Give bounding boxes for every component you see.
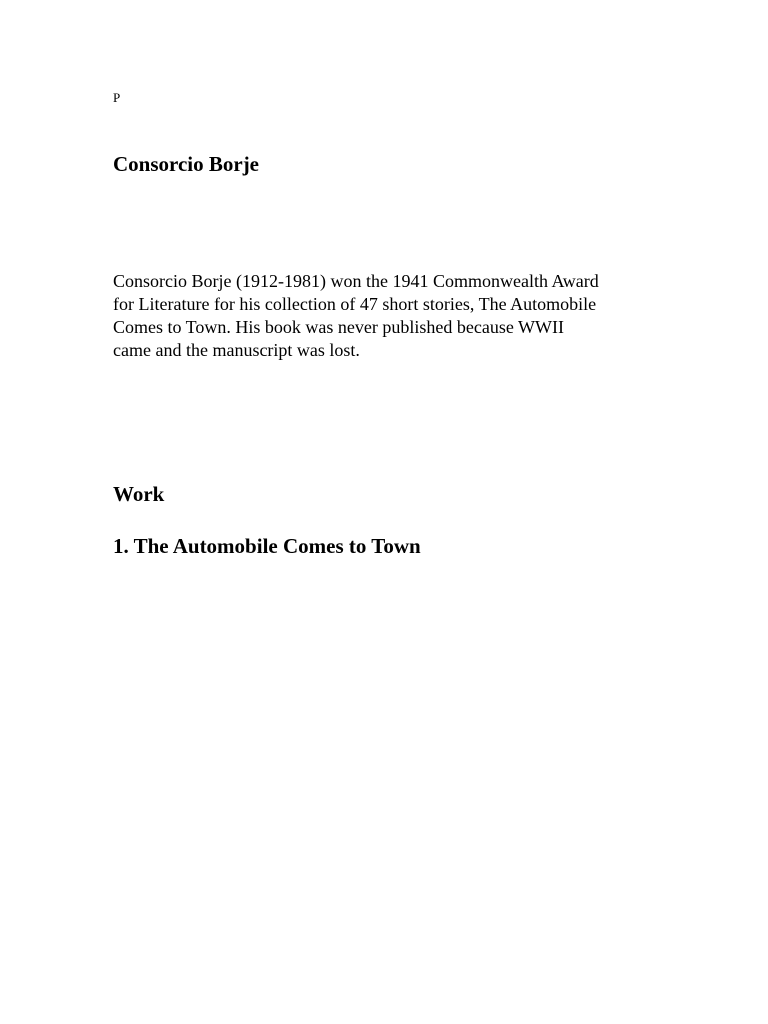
biography-line: Consorcio Borje (1912-1981) won the 1941 Commonwealth Award: [113, 271, 599, 291]
biography-paragraph: [113, 270, 673, 362]
page-title: Consorcio Borje: [113, 152, 260, 176]
biography-line: for Literature for his collection of 47 short stories, The Automobile: [113, 294, 597, 314]
work-list-item: 1. The Automobile Comes to Town: [113, 534, 421, 558]
biography-line: Comes to Town. His book was never published because WWII: [113, 317, 564, 337]
page-marker: P: [113, 90, 121, 105]
biography-line: came and the manuscript was lost.: [113, 340, 360, 360]
work-heading: Work: [113, 482, 165, 506]
